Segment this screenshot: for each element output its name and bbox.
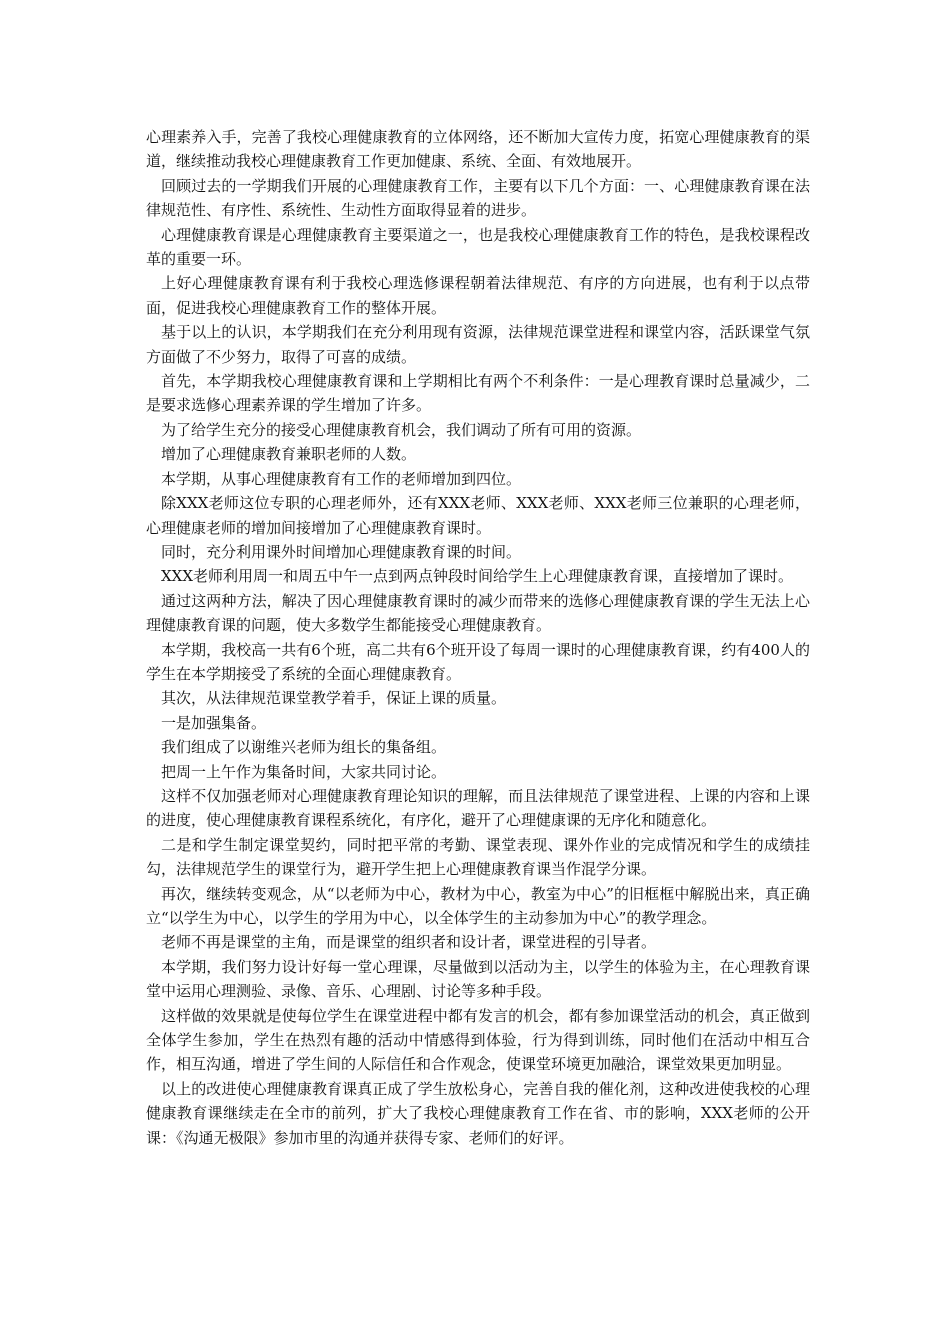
paragraph: 首先，本学期我校心理健康教育课和上学期相比有两个不利条件：一是心理教育课时总量减少，二是要求选修心理素养课的学生增加了许多。 (146, 372, 810, 415)
paragraph: 基于以上的认识，本学期我们在充分利用现有资源，法律规范课堂进程和课堂内容，活跃课堂气氛方面做了不少努力，取得了可喜的成绩。 (146, 323, 810, 366)
paragraph: 上好心理健康教育课有利于我校心理选修课程朝着法律规范、有序的方向进展，也有利于以点带面，促进我校心理健康教育工作的整体开展。 (146, 274, 810, 317)
document-page (146, 125, 810, 1150)
paragraph: XXX老师利用周一和周五中午一点到两点钟段时间给学生上心理健康教育课，直接增加了课时。 (161, 567, 794, 586)
paragraph: 我们组成了以谢维兴老师为组长的集备组。 (161, 738, 447, 757)
paragraph: 本学期，我校高一共有6个班，高二共有6个班开设了每周一课时的心理健康教育课，约有400人的学生在本学期接受了系统的全面心理健康教育。 (146, 640, 810, 683)
paragraph: 一是加强集备。 (161, 713, 267, 732)
paragraph: 本学期，从事心理健康教育有工作的老师增加到四位。 (161, 469, 522, 488)
paragraph: 心理健康教育课是心理健康教育主要渠道之一，也是我校心理健康教育工作的特色，是我校课程改革的重要一环。 (146, 225, 810, 269)
paragraph: 心理素养入手，完善了我校心理健康教育的立体网络，还不断加大宣传力度，拓宽心理健康教育的渠道，继续推动我校心理健康教育工作更加健康、系统、全面、有效地展开。 (146, 128, 810, 171)
paragraph: 再次，继续转变观念，从“以老师为中心，教材为中心，教室为中心”的旧框框中解脱出来，真正确立“以学生为中心，以学生的学用为中心，以全体学生的主动参加为中心”的教学理念。 (146, 884, 810, 927)
paragraph: 把周一上午作为集备时间，大家共同讨论。 (161, 762, 447, 781)
paragraph: 其次，从法律规范课堂教学着手，保证上课的质量。 (161, 689, 507, 708)
paragraph: 以上的改进使心理健康教育课真正成了学生放松身心，完善自我的催化剂，这种改进使我校的心理健康教育课继续走在全市的前列，扩大了我校心理健康教育工作在省、市的影响，XXX老师的公开课：《沟通无极限》参加市里的沟通并获得专家、老师们的好评。 (146, 1079, 810, 1147)
paragraph: 老师不再是课堂的主角，而是课堂的组织者和设计者，课堂进程的引导者。 (161, 933, 657, 952)
paragraph: 为了给学生充分的接受心理健康教育机会，我们调动了所有可用的资源。 (161, 420, 642, 439)
paragraph: 同时，充分利用课外时间增加心理健康教育课的时间。 (161, 542, 522, 561)
paragraph: 通过这两种方法，解决了因心理健康教育课时的减少而带来的选修心理健康教育课的学生无法上心理健康教育课的问题，使大多数学生都能接受心理健康教育。 (146, 591, 810, 635)
paragraph: 增加了心理健康教育兼职老师的人数。 (161, 445, 417, 464)
paragraph: 回顾过去的一学期我们开展的心理健康教育工作，主要有以下几个方面：一、心理健康教育课在法律规范性、有序性、系统性、生动性方面取得显着的进步。 (146, 176, 810, 220)
paragraph: 这样做的效果就是使每位学生在课堂进程中都有发言的机会，都有参加课堂活动的机会，真正做到全体学生参加，学生在热烈有趣的活动中情感得到体验，行为得到训练，同时他们在活动中相互合作，相互沟通，增进了学生间的人际信任和合作观念，使课堂环境更加融洽，课堂效果更加明显。 (146, 1006, 810, 1074)
paragraph: 这样不仅加强老师对心理健康教育理论知识的理解，而且法律规范了课堂进程、上课的内容和上课的进度，使心理健康教育课程系统化，有序化，避开了心理健康课的无序化和随意化。 (146, 786, 810, 830)
paragraph: 本学期，我们努力设计好每一堂心理课，尽量做到以活动为主，以学生的体验为主，在心理教育课堂中运用心理测验、录像、音乐、心理剧、讨论等多种手段。 (146, 957, 810, 1001)
paragraph: 二是和学生制定课堂契约，同时把平常的考勤、课堂表现、课外作业的完成情况和学生的成绩挂勾，法律规范学生的课堂行为，避开学生把上心理健康教育课当作混学分课。 (146, 835, 810, 879)
paragraph: 除XXX老师这位专职的心理老师外，还有XXX老师、XXX老师、XXX老师三位兼职的心理老师，心理健康老师的增加间接增加了心理健康教育课时。 (146, 494, 810, 537)
